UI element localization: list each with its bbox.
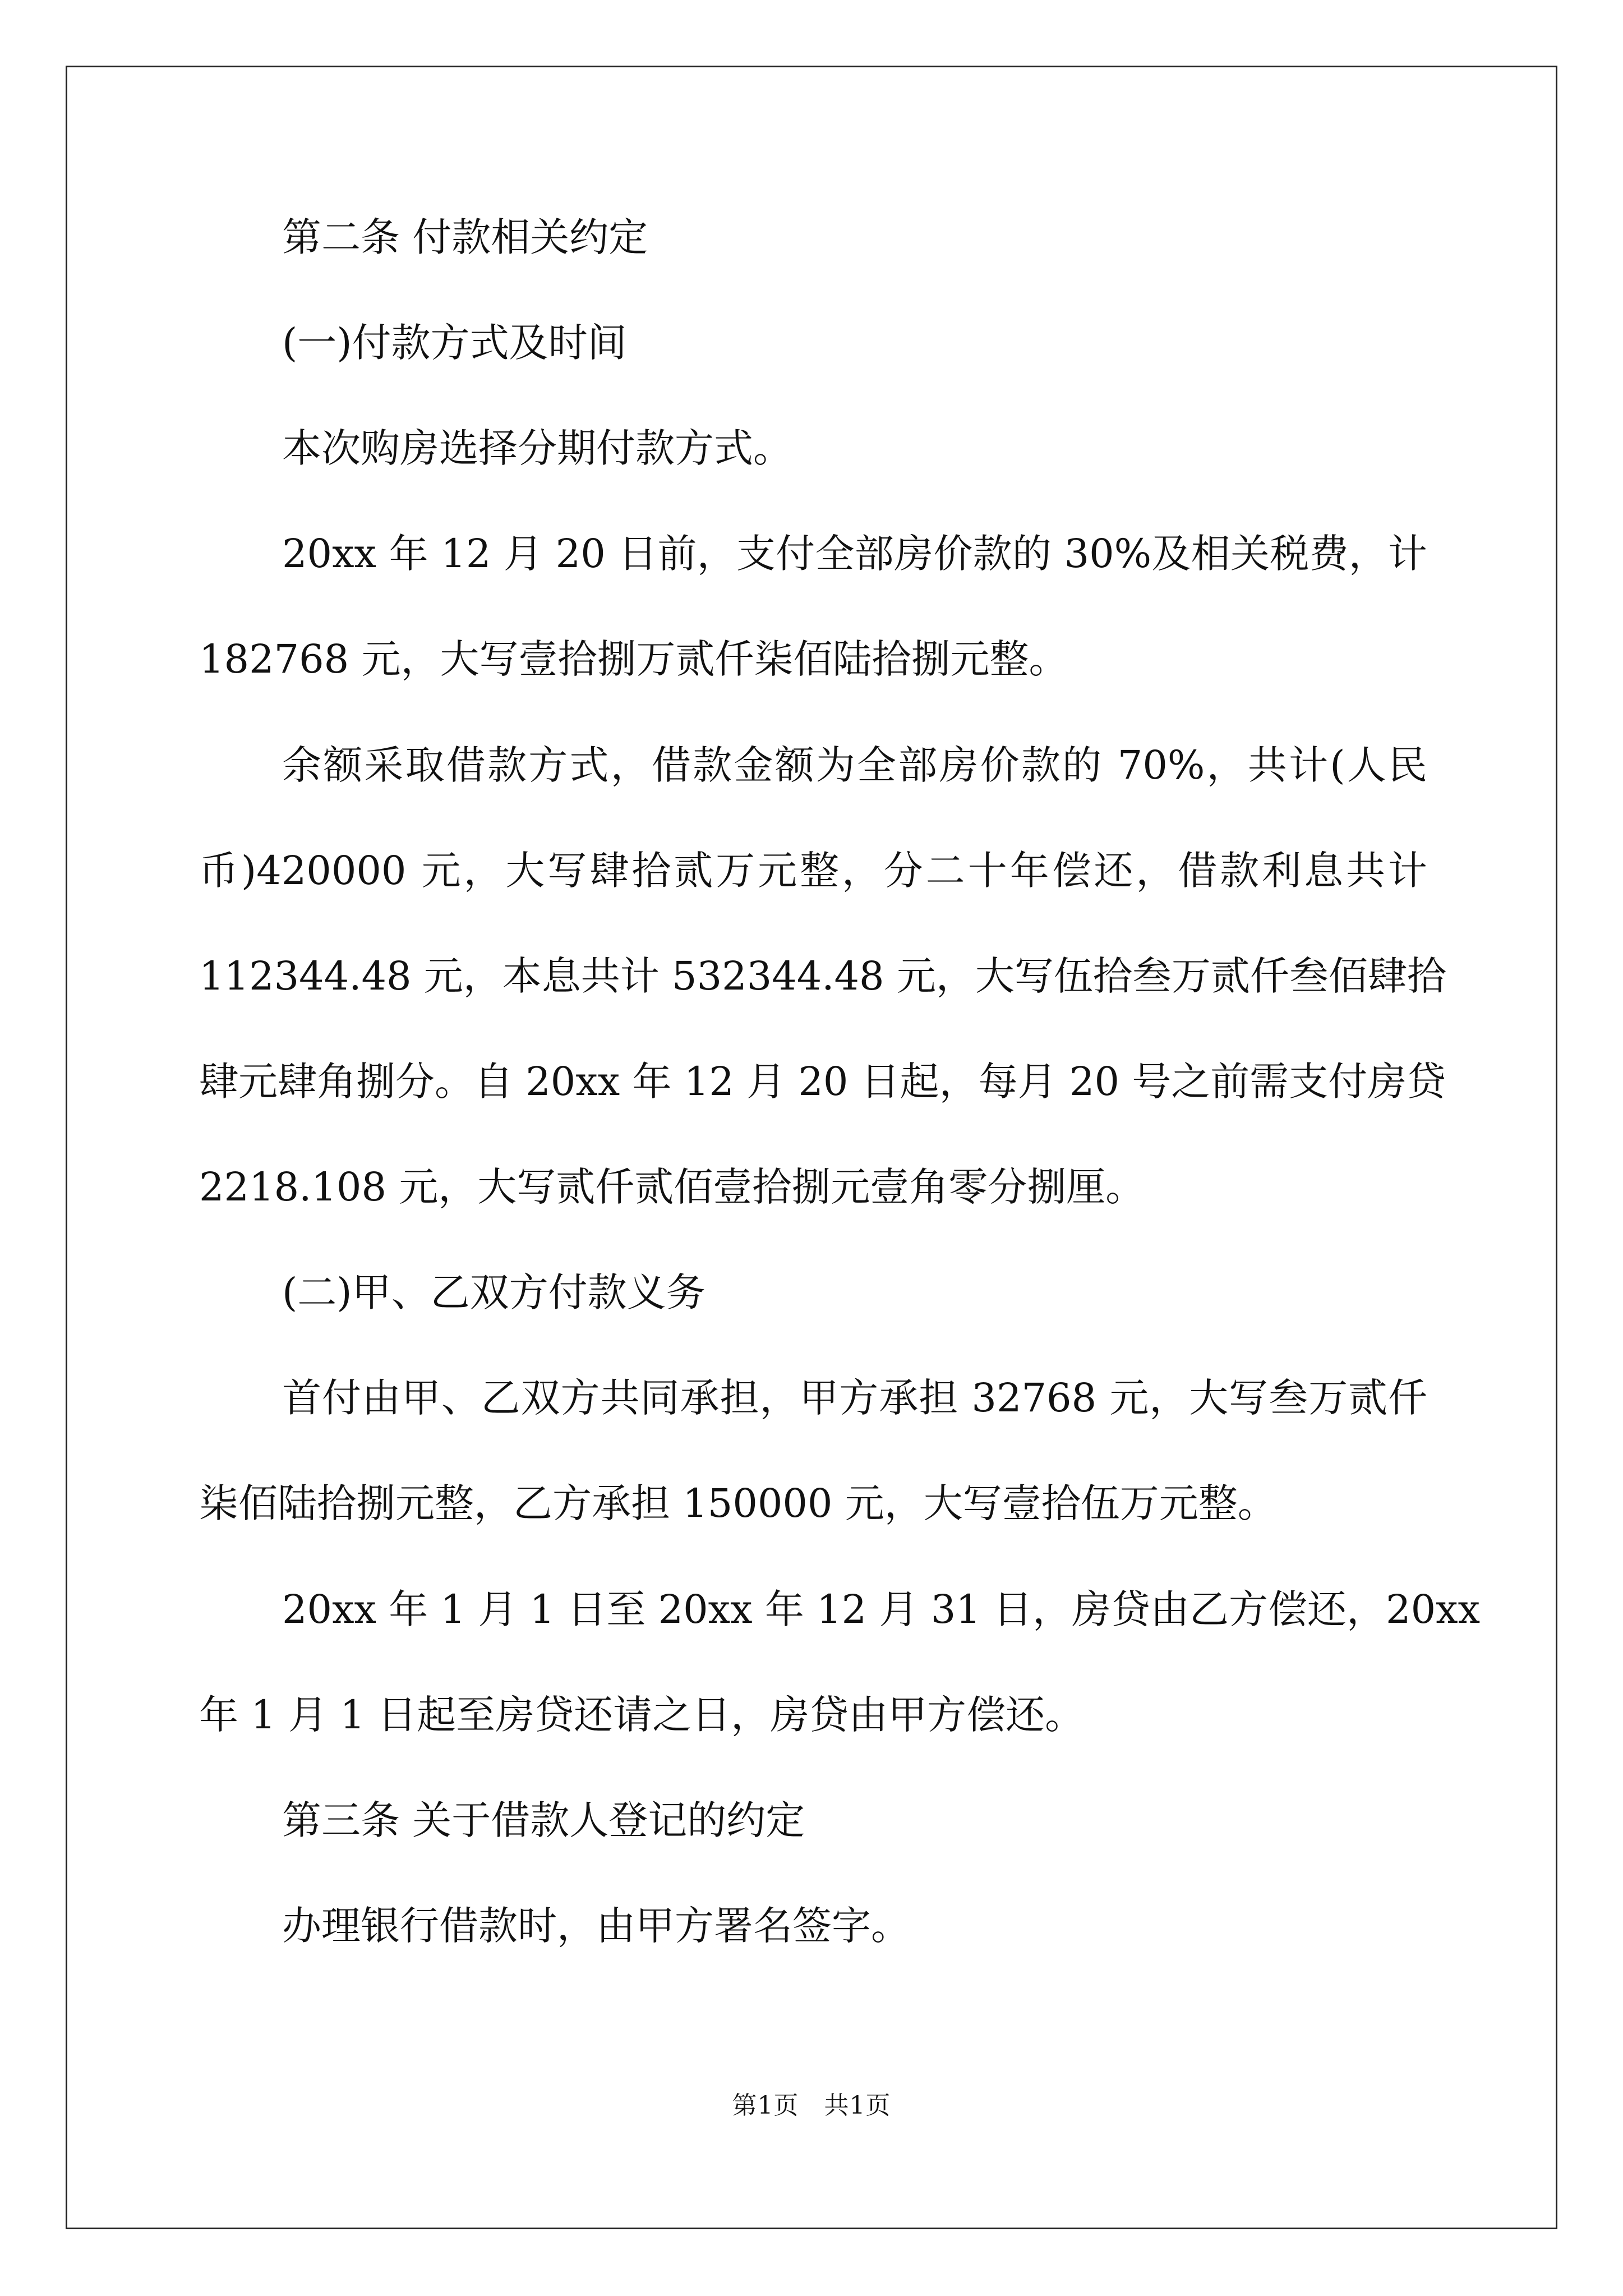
paragraph-line: 余额采取借款方式，借款金额为全部房价款的 70%，共计(人民	[282, 742, 1427, 788]
paragraph-line: 币)420000 元，大写肆拾贰万元整，分二十年偿还，借款利息共计	[199, 848, 1427, 894]
paragraph-line: 首付由甲、乙双方共同承担，甲方承担 32768 元，大写叁万贰仟	[282, 1375, 1427, 1421]
paragraph-line: 112344.48 元，本息共计 532344.48 元，大写伍拾叁万贰仟叁佰肆拾	[199, 953, 1446, 999]
paragraph-line: 182768 元，大写壹拾捌万贰仟柒佰陆拾捌元整。	[199, 636, 1068, 682]
article-3-heading: 第三条 关于借款人登记的约定	[282, 1797, 805, 1843]
paragraph-line: 20xx 年 1 月 1 日至 20xx 年 12 月 31 日，房贷由乙方偿还，20xx	[282, 1586, 1481, 1632]
paragraph-line: 肆元肆角捌分。自 20xx 年 12 月 20 日起，每月 20 号之前需支付房贷	[199, 1059, 1446, 1105]
section-1-heading: (一)付款方式及时间	[282, 320, 627, 366]
section-2-heading: (二)甲、乙双方付款义务	[282, 1269, 706, 1315]
paragraph-line: 柒佰陆拾捌元整，乙方承担 150000 元，大写壹拾伍万元整。	[199, 1480, 1277, 1526]
paragraph-line: 办理银行借款时，由甲方署名签字。	[282, 1903, 910, 1949]
page-number-footer: 第1页 共1页	[732, 2091, 891, 2120]
paragraph-line: 2218.108 元，大写贰仟贰佰壹拾捌元壹角零分捌厘。	[199, 1164, 1145, 1210]
paragraph-line: 本次购房选择分期付款方式。	[282, 425, 792, 471]
paragraph-line: 年 1 月 1 日起至房贷还请之日，房贷由甲方偿还。	[199, 1692, 1085, 1738]
article-2-heading: 第二条 付款相关约定	[282, 214, 648, 260]
paragraph-line: 20xx 年 12 月 20 日前，支付全部房价款的 30%及相关税费，计	[282, 531, 1427, 577]
